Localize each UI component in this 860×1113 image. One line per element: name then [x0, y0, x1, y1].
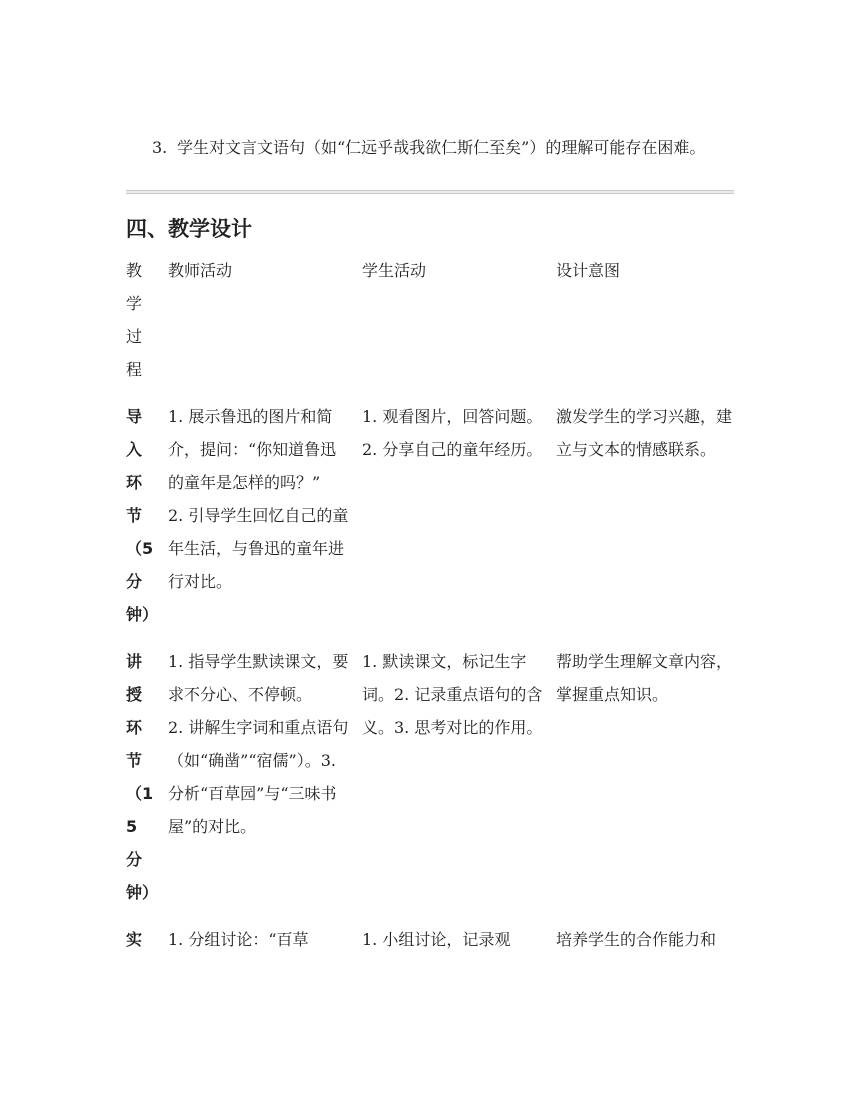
teacher-cell	[168, 645, 352, 843]
note-number: 3.	[152, 138, 168, 157]
section-divider	[126, 190, 734, 194]
header-intent: 设计意图	[556, 261, 621, 280]
stage-cell: 讲授环节（15分钟）	[126, 652, 159, 902]
teacher-line: 2. 讲解生字词和重点语句（如“确凿”“宿儒”）。3. 分析“百草园”与“三味书屋”的对比。	[168, 718, 349, 836]
intent-cell: 培养学生的合作能力和	[556, 930, 717, 949]
teacher-line: 1. 分组讨论：“百草	[168, 930, 309, 949]
table-header-row	[126, 254, 736, 386]
stage-cell: 实	[126, 930, 143, 949]
teacher-line: 1. 指导学生默读课文，要求不分心、不停顿。	[168, 652, 349, 704]
student-cell: 1. 默读课文，标记生字词。2. 记录重点语句的含义。3. 思考对比的作用。	[362, 652, 543, 737]
header-student: 学生活动	[362, 261, 427, 280]
header-teacher: 教师活动	[168, 261, 233, 280]
header-stage: 教学过程	[126, 261, 143, 379]
note-text: 学生对文言文语句（如“仁远乎哉我欲仁斯仁至矣”）的理解可能存在困难。	[177, 138, 706, 157]
difficulty-note	[152, 136, 752, 160]
teacher-cell	[168, 923, 352, 956]
teacher-line: 1. 展示鲁迅的图片和简介，提问：“你知道鲁迅的童年是怎样的吗？”	[168, 407, 337, 492]
teacher-cell	[168, 400, 352, 598]
section-title: 四、教学设计	[126, 217, 252, 241]
stage-cell: 导入环节（5分钟）	[126, 407, 159, 624]
teacher-line: 2. 引导学生回忆自己的童年生活，与鲁迅的童年进行对比。	[168, 506, 349, 591]
table-row	[126, 400, 736, 631]
student-cell: 1. 小组讨论，记录观	[362, 930, 511, 949]
student-cell: 1. 观看图片，回答问题。2. 分享自己的童年经历。	[362, 407, 543, 459]
table-row	[126, 923, 736, 956]
intent-cell: 激发学生的学习兴趣，建立与文本的情感联系。	[556, 407, 733, 459]
teaching-design-table	[126, 254, 736, 970]
intent-cell: 帮助学生理解文章内容，掌握重点知识。	[556, 652, 733, 704]
table-row	[126, 645, 736, 909]
